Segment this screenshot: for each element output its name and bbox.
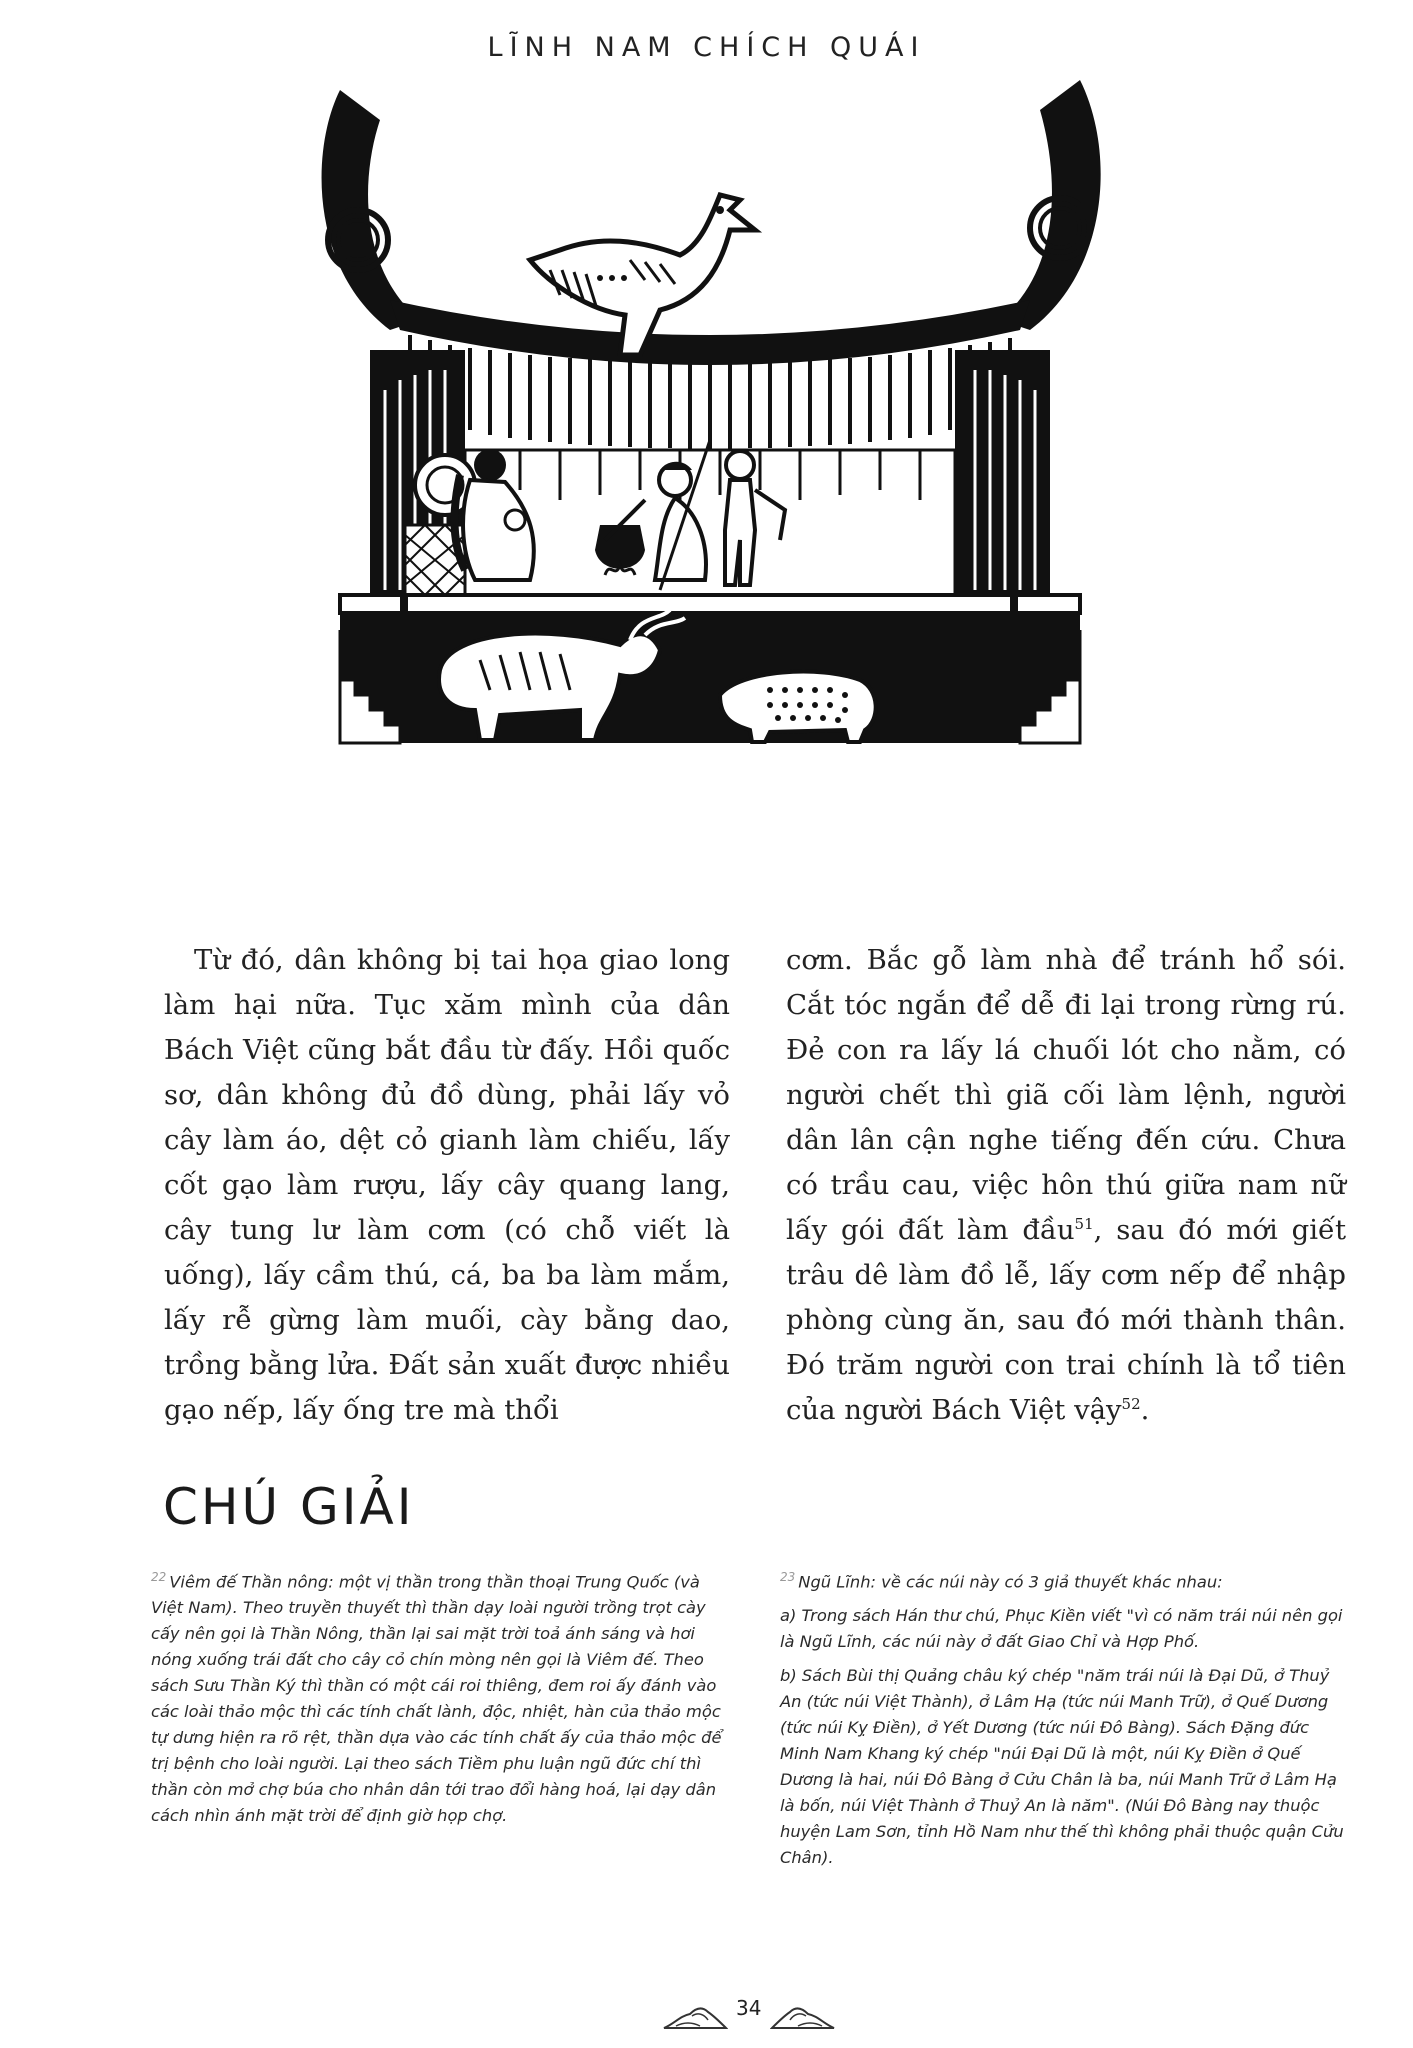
body-paragraph-right (786, 938, 1346, 1433)
note-23-a: a) Trong sách Hán thư chú, Phục Kiền viết "vì có năm trái núi nên gọi là Ngũ Lĩnh, các núi này ở đất Giao Chỉ và Hợp Phố. (780, 1606, 1343, 1652)
body-text-end: . (1140, 1394, 1150, 1426)
page-number: 34 (736, 1996, 762, 2020)
body-text-part1: cơm. Bắc gỗ làm nhà để tránh hổ sói. Cắt tóc ngắn để dễ đi lại trong rừng rú. Đẻ con ra lấy lá chuối lót cho nằm, có người chết thì giã cối làm lệnh, người dân lân cận nghe tiếng đến cứu. Chưa có trầu cau, việc hôn thú giữa nam nữ lấy gói đất làm đầu (786, 944, 1346, 1246)
mountain-ornament-right-icon (770, 2002, 836, 2030)
note-23-intro: Ngũ Lĩnh: về các núi này có 3 giả thuyết khác nhau: (798, 1572, 1223, 1592)
note-23-intro-paragraph (780, 1564, 1352, 1595)
note-23-number: 23 (780, 1570, 796, 1584)
mountain-ornament-left-icon (662, 2002, 728, 2030)
note-22-text: Viêm đế Thần nông: một vị thần trong thần thoại Trung Quốc (và Việt Nam). Theo truyền thuyết thì thần dạy loài người trồng trọt cày cấy nên gọi là Thần Nông, thần lại sai mặt trời toả ánh sáng và hơi nóng xuống trái đất cho cây cỏ chín mòng nên gọi là Viêm đế. Theo sách Sưu Thần Ký thì thần có một cái roi thiêng, đem roi ấy đánh vào các loài thảo mộc thì các tính chất lành, độc, nhiệt, hàn của thảo mộc tự dưng hiện ra rõ rệt, thần dựa vào các tính chất ấy của thảo mộc để trị bệnh cho loài người. Lại theo sách Tiềm phu luận ngũ đức chí thì thần còn mở chợ búa cho nhân dân tới trao đổi hàng hoá, lại dạy dân cách nhìn ánh mặt trời để định giờ họp chợ. (151, 1572, 722, 1826)
running-title: LĨNH NAM CHÍCH QUÁI (487, 32, 926, 63)
footnote-ref-52: 52 (1121, 1394, 1141, 1413)
page-footer (0, 1996, 1413, 2036)
body-text-part2: , sau đó mới giết trâu dê làm đồ lễ, lấy cơm nếp để nhập phòng cùng ăn, sau đó mới thành thân. Đó trăm người con trai chính là tổ tiên của người Bách Việt vậy (786, 1214, 1346, 1426)
note-23 (780, 1564, 1352, 1879)
stilt-house-illustration-icon (300, 70, 1120, 870)
note-23-b: b) Sách Bùi thị Quảng châu ký chép "năm trái núi là Đại Dũ, ở Thuỷ An (tức núi Việt Thành), ở Lâm Hạ (tức núi Manh Trữ), ở Quế Dương (tức núi Kỵ Điền), ở Yết Dương (tức núi Đô Bàng). Sách Đặng đức Minh Nam Khang ký chép "núi Đại Dũ là một, núi Kỵ Điền ở Quế Dương là hai, núi Đô Bàng ở Cửu Chân là ba, núi Manh Trữ ở Lâm Hạ là bốn, núi Việt Thành ở Thuỷ An là năm". (Núi Đô Bàng nay thuộc huyện Lam Sơn, tỉnh Hồ Nam như thế thì không phải thuộc quận Cửu Chân). (780, 1666, 1344, 1868)
note-22 (151, 1564, 723, 1837)
body-paragraph-left: Từ đó, dân không bị tai họa giao long làm hại nữa. Tục xăm mình của dân Bách Việt cũng bắt đầu từ đấy. Hồi quốc sơ, dân không đủ đồ dùng, phải lấy vỏ cây làm áo, dệt cỏ gianh làm chiếu, lấy cốt gạo làm rượu, lấy cây quang lang, cây tung lư làm cơm (có chỗ viết là uống), lấy cầm thú, cá, ba ba làm mắm, lấy rễ gừng làm muối, cày bằng dao, trồng bằng lửa. Đất sản xuất được nhiều gạo nếp, lấy ống tre mà thổi (164, 944, 730, 1426)
note-22-paragraph (151, 1564, 723, 1829)
body-column-right (786, 938, 1346, 1433)
footnote-ref-51: 51 (1074, 1214, 1094, 1233)
notes-title: CHÚ GIẢI (163, 1478, 415, 1536)
note-22-number: 22 (151, 1570, 167, 1584)
roof-eave-right-icon (1000, 80, 1101, 330)
body-column-left (164, 938, 730, 1433)
